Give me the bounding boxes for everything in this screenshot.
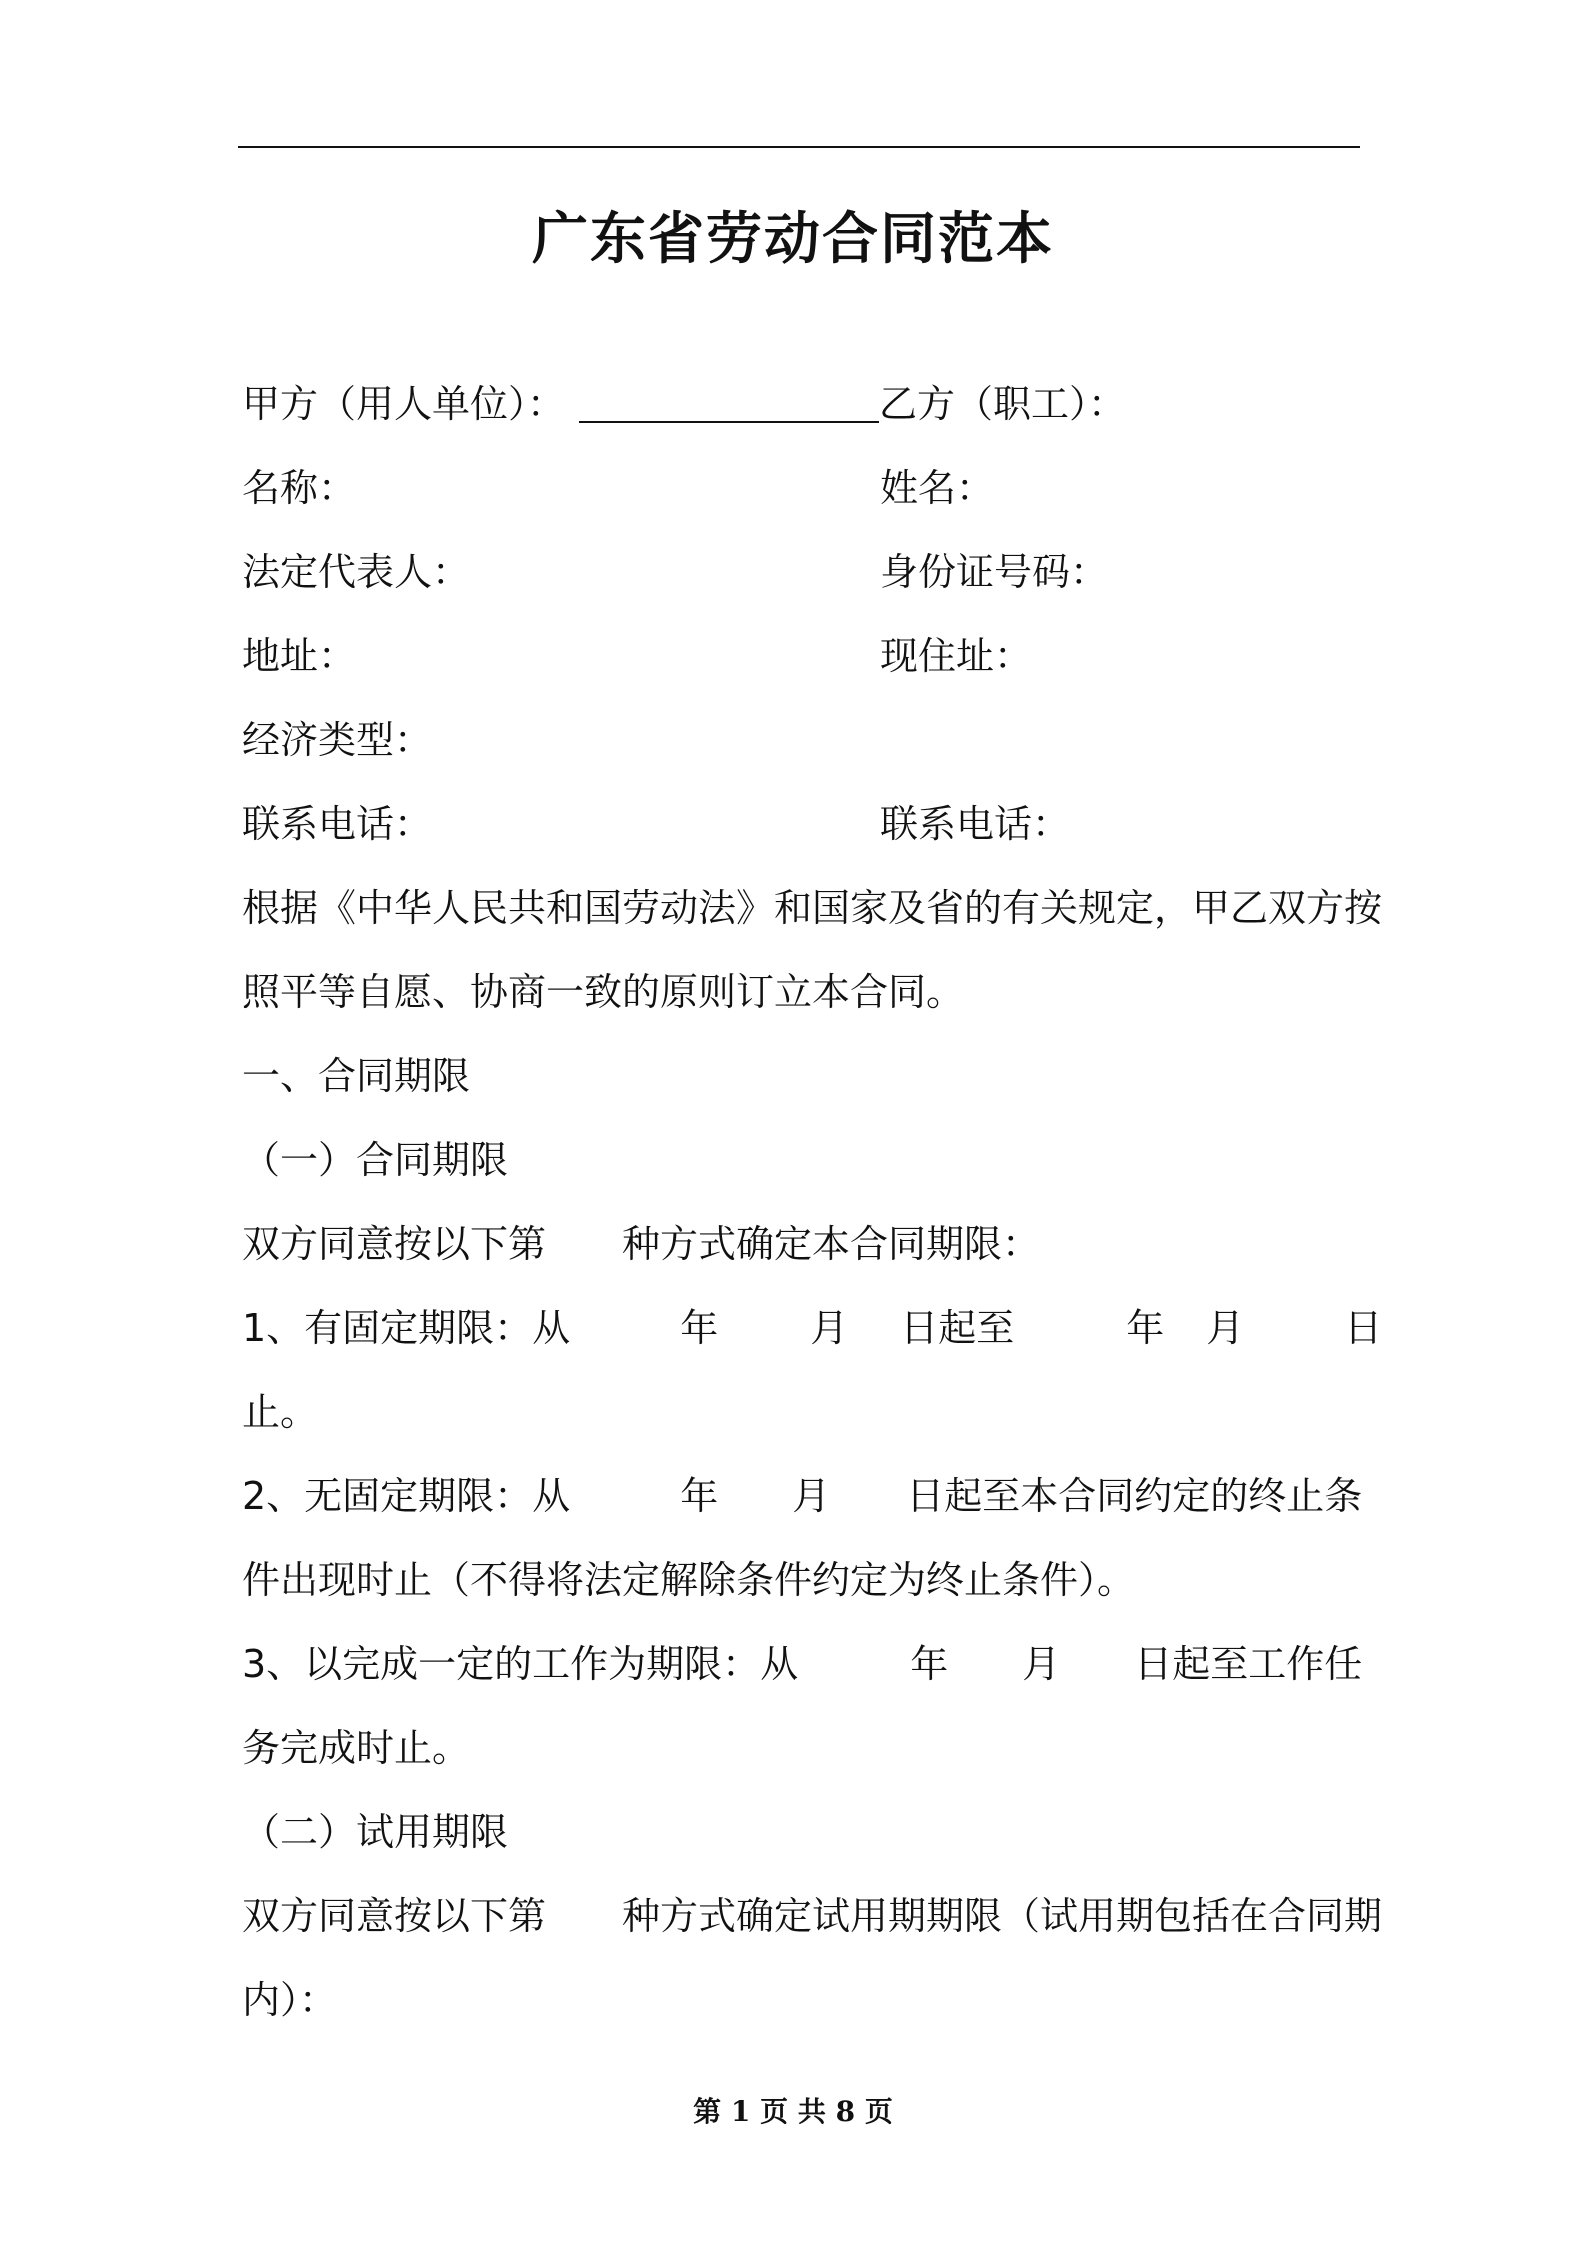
term-1-year: 年	[680, 1306, 719, 1350]
term-2-year: 年	[680, 1474, 719, 1518]
field-phone-b: 联系电话：	[880, 802, 1071, 846]
term-2-line-2: 件出现时止（不得将法定解除条件约定为终止条件）。	[242, 1558, 1136, 1602]
term-3-prefix: 3、以完成一定的工作为期限：从	[242, 1642, 799, 1686]
term-3-line-2: 务完成时止。	[242, 1726, 471, 1770]
term-3-year: 年	[910, 1642, 949, 1686]
term-2-month: 月	[792, 1474, 831, 1518]
term-1-end: 止。	[242, 1390, 319, 1434]
field-id-number: 身份证号码：	[880, 550, 1109, 594]
term-1-year-end: 年	[1126, 1306, 1165, 1350]
field-worker-name: 姓名：	[880, 466, 995, 510]
agree-probation-line	[242, 1886, 1382, 1946]
section-1-heading: 一、合同期限	[242, 1054, 471, 1098]
agree-probation-b: 种方式确定试用期期限（试用期包括在合同期	[622, 1894, 1383, 1938]
term-1-line	[242, 1298, 1382, 1358]
term-1-prefix: 1、有固定期限：从	[242, 1306, 571, 1350]
term-3-line	[242, 1634, 1362, 1694]
agree-probation-a: 双方同意按以下第	[242, 1894, 547, 1938]
term-2-line	[242, 1466, 1362, 1526]
field-address: 地址：	[242, 634, 357, 678]
agree-term-b: 种方式确定本合同期限：	[622, 1222, 1041, 1266]
party-a-line	[242, 374, 1126, 434]
header-rule	[238, 146, 1360, 148]
term-2-rest: 日起至本合同约定的终止条	[906, 1474, 1363, 1518]
subsection-2-heading: （二）试用期限	[242, 1810, 509, 1854]
party-a-label: 甲方（用人单位）：	[242, 382, 566, 426]
document-title: 广东省劳动合同范本	[532, 207, 1054, 272]
subsection-1-heading: （一）合同期限	[242, 1138, 509, 1182]
term-2-prefix: 2、无固定期限：从	[242, 1474, 571, 1518]
term-1-month: 月	[810, 1306, 849, 1350]
party-b-label: 乙方（职工）：	[879, 382, 1127, 426]
field-current-address: 现住址：	[880, 634, 1033, 678]
agree-term-a: 双方同意按以下第	[242, 1222, 547, 1266]
field-phone-a: 联系电话：	[242, 802, 433, 846]
term-3-rest: 日起至工作任	[1134, 1642, 1363, 1686]
term-1-month-end: 月	[1206, 1306, 1245, 1350]
intro-line-2: 照平等自愿、协商一致的原则订立本合同。	[242, 970, 965, 1014]
party-a-blank[interactable]	[579, 383, 879, 423]
field-name: 名称：	[242, 466, 357, 510]
field-economic-type: 经济类型：	[242, 718, 433, 762]
intro-line-1: 根据《中华人民共和国劳动法》和国家及省的有关规定，甲乙双方按	[242, 886, 1383, 930]
field-legal-rep: 法定代表人：	[242, 550, 471, 594]
agree-probation-line-2: 内）：	[242, 1978, 338, 2022]
term-1-day-from: 日起至	[900, 1306, 1015, 1350]
term-3-month: 月	[1022, 1642, 1061, 1686]
page-footer: 第 1 页 共 8 页	[693, 2095, 893, 2128]
agree-term-line	[242, 1214, 1040, 1274]
term-1-day-end: 日	[1344, 1306, 1383, 1350]
